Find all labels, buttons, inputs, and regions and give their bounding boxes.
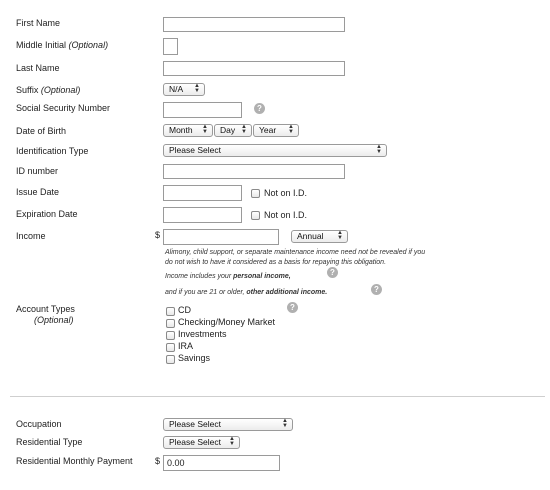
residential-type-label: Residential Type	[16, 437, 83, 447]
id-type-select[interactable]: Please Select ▲ ▼	[163, 144, 387, 157]
suffix-label: Suffix (Optional)	[16, 85, 81, 95]
account-type-ira-checkbox[interactable]	[166, 343, 175, 352]
income-personal-help-icon[interactable]: ?	[327, 267, 338, 278]
ssn-input[interactable]	[163, 102, 242, 118]
occupation-label: Occupation	[16, 419, 62, 429]
dob-day-select[interactable]: Day ▲ ▼	[214, 124, 252, 137]
expiration-date-not-on-id-checkbox[interactable]	[251, 211, 260, 220]
first-name-input[interactable]	[163, 17, 345, 32]
section-divider	[10, 396, 545, 397]
last-name-input[interactable]	[163, 61, 345, 76]
expiration-date-input[interactable]	[163, 207, 242, 223]
suffix-select[interactable]: N/A ▲ ▼	[163, 83, 205, 96]
dob-year-select[interactable]: Year ▲ ▼	[253, 124, 299, 137]
income-label: Income	[16, 231, 46, 241]
id-number-label: ID number	[16, 166, 59, 176]
residential-payment-input[interactable]: 0.00	[163, 455, 280, 471]
residential-type-select[interactable]: Please Select ▲ ▼	[163, 436, 240, 449]
id-number-input[interactable]	[163, 164, 345, 179]
income-currency-symbol: $	[155, 230, 161, 240]
account-type-investments-checkbox[interactable]	[166, 331, 175, 340]
income-disclosure-note-line1: Alimony, child support, or separate maintenance income need not be revealed if you	[165, 249, 426, 256]
select-arrows-icon: ▲ ▼	[337, 230, 343, 241]
select-arrows-icon: ▲ ▼	[288, 124, 294, 135]
middle-initial-label: Middle Initial (Optional)	[16, 40, 109, 50]
issue-date-label: Issue Date	[16, 187, 60, 197]
select-arrows-icon: ▲ ▼	[194, 83, 200, 94]
select-arrows-icon: ▲ ▼	[241, 124, 247, 135]
residential-payment-currency-symbol: $	[155, 456, 161, 466]
account-types-label: Account Types	[16, 304, 75, 314]
income-other-note: and if you are 21 or older, other additional income.	[165, 289, 328, 296]
issue-date-not-on-id-checkbox[interactable]	[251, 189, 260, 198]
select-arrows-icon: ▲ ▼	[202, 124, 208, 135]
account-type-ira-label: IRA	[178, 341, 194, 351]
income-disclosure-note-line2: do not wish to have it considered as a basis for repaying this obligation.	[165, 259, 387, 266]
dob-month-select[interactable]: Month ▲ ▼	[163, 124, 213, 137]
occupation-select[interactable]: Please Select ▲ ▼	[163, 418, 293, 431]
account-type-investments-label: Investments	[178, 329, 227, 339]
account-type-savings-label: Savings	[178, 353, 211, 363]
middle-initial-input[interactable]	[163, 38, 178, 55]
ssn-help-icon[interactable]: ?	[254, 103, 265, 114]
issue-date-not-on-id-label: Not on I.D.	[264, 188, 308, 198]
ssn-label: Social Security Number	[16, 103, 111, 113]
account-type-cd-label: CD	[178, 305, 191, 315]
account-types-optional-label: (Optional)	[34, 315, 74, 325]
select-arrows-icon: ▲ ▼	[282, 418, 288, 429]
last-name-label: Last Name	[16, 63, 60, 73]
issue-date-input[interactable]	[163, 185, 242, 201]
select-arrows-icon: ▲ ▼	[376, 144, 382, 155]
income-personal-note: Income includes your personal income,	[165, 273, 291, 280]
income-input[interactable]	[163, 229, 279, 245]
id-type-label: Identification Type	[16, 146, 89, 156]
account-type-savings-checkbox[interactable]	[166, 355, 175, 364]
select-arrows-icon: ▲ ▼	[229, 436, 235, 447]
account-type-cd-checkbox[interactable]	[166, 307, 175, 316]
income-period-select[interactable]: Annual ▲ ▼	[291, 230, 348, 243]
account-type-checking-label: Checking/Money Market	[178, 317, 276, 327]
account-type-checking-checkbox[interactable]	[166, 319, 175, 328]
income-other-help-icon[interactable]: ?	[371, 284, 382, 295]
expiration-date-label: Expiration Date	[16, 209, 78, 219]
residential-payment-label: Residential Monthly Payment	[16, 456, 133, 466]
dob-label: Date of Birth	[16, 126, 67, 136]
expiration-date-not-on-id-label: Not on I.D.	[264, 210, 308, 220]
first-name-label: First Name	[16, 18, 61, 28]
account-types-help-icon[interactable]: ?	[287, 302, 298, 313]
